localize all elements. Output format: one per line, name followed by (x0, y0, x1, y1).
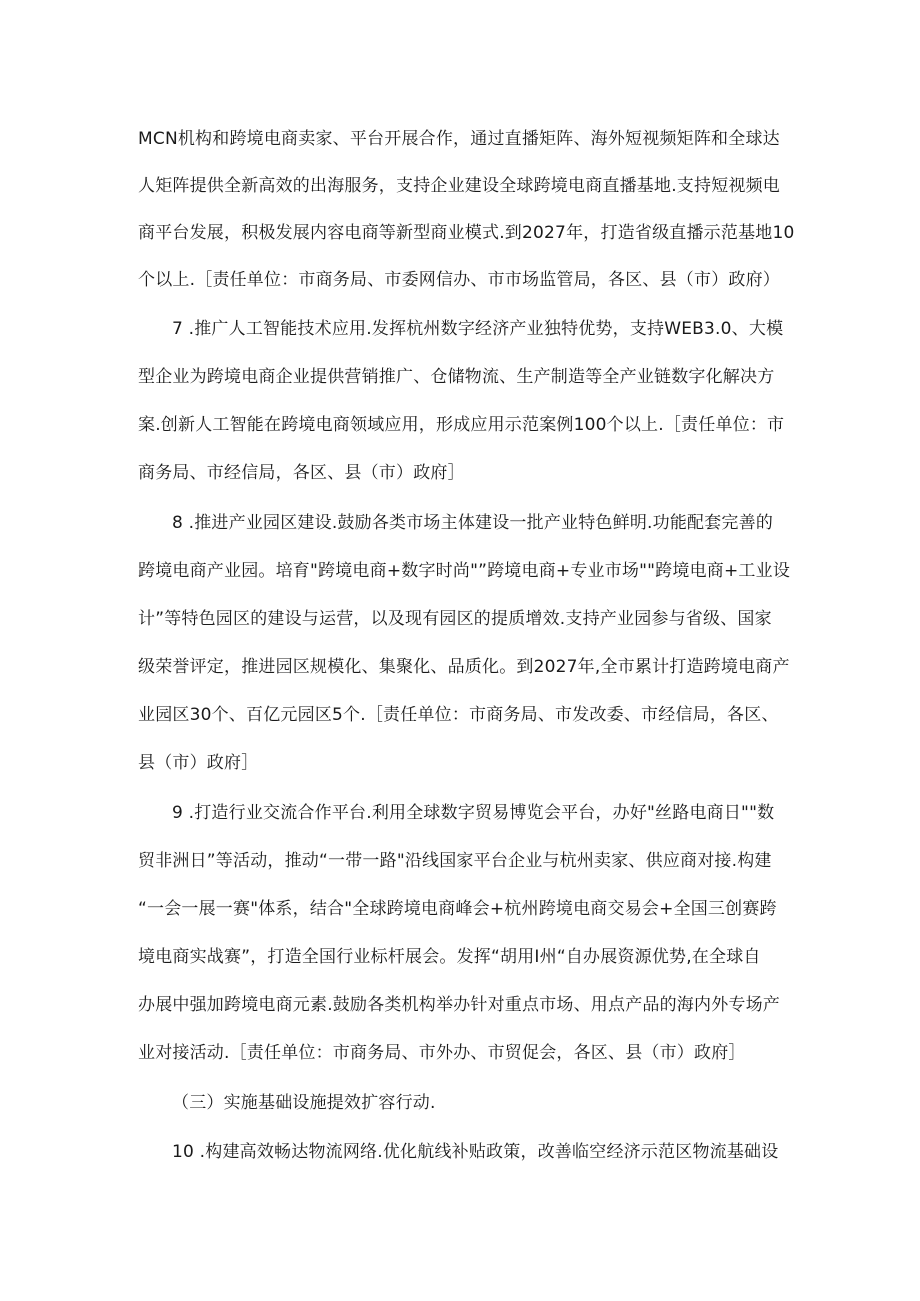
paragraph-9-heading: 9 .打造行业交流合作平台.利用全球数字贸易博览会平台，办好"丝路电商日""数 (172, 803, 775, 823)
text-line: 个以上.［责任单位：市商务局、市委网信办、市市场监管局，各区、县（市）政府） (138, 270, 781, 290)
text-line: “一会一展一赛"体系，结合"全球跨境电商峰会+杭州跨境电商交易会+全国三创赛跨 (138, 899, 777, 919)
text-line: 跨境电商产业园。培育"跨境电商+数字时尚"”跨境电商+专业市场""跨境电商+工业设 (138, 561, 791, 581)
text-line: 计”等特色园区的建设与运营，以及现有园区的提质增效.支持产业园参与省级、国家 (138, 609, 772, 629)
text-line: 型企业为跨境电商企业提供营销推广、仓储物流、生产制造等全产业链数字化解决方 (138, 367, 775, 387)
text-line: 贸非洲日”等活动，推动“一带一路"沿线国家平台企业与杭州卖家、供应商对接.构建 (138, 851, 772, 871)
text-line: 境电商实战赛”，打造全国行业标杆展会。发挥“胡用I州“自办展资源优势,在全球自 (138, 947, 761, 967)
text-line: MCN机构和跨境电商卖家、平台开展合作，通过直播矩阵、海外短视频矩阵和全球达 (138, 129, 780, 149)
text-line: 商平台发展，积极发展内容电商等新型商业模式.到2027年，打造省级直播示范基地10 (138, 223, 795, 243)
text-line: 商务局、市经信局，各区、县（市）政府］ (138, 463, 465, 483)
text-line: 办展中强加跨境电商元素.鼓励各类机构举办针对重点市场、用点产品的海内外专场产 (138, 995, 781, 1015)
text-line: 人矩阵提供全新高效的出海服务，支持企业建设全球跨境电商直播基地.支持短视频电 (138, 176, 781, 196)
text-line: 案.创新人工智能在跨境电商领域应用，形成应用示范案例100个以上.［责任单位：市 (138, 415, 785, 435)
paragraph-10-heading: 10 .构建高效畅达物流网络.优化航线补贴政策，改善临空经济示范区物流基础设 (172, 1142, 779, 1162)
text-line: 级荣誉评定，推进园区规模化、集聚化、品质化。到2027年,全市累计打造跨境电商产 (138, 657, 790, 677)
paragraph-7-heading: 7 .推广人工智能技术应用.发挥杭州数字经济产业独特优势，支持WEB3.0、大模 (172, 319, 784, 339)
text-line: 业对接活动.［责任单位：市商务局、市外办、市贸促会，各区、县（市）政府］ (138, 1043, 746, 1063)
text-line: 县（市）政府］ (138, 753, 259, 773)
section-heading: （三）实施基础设施提效扩容行动. (172, 1093, 436, 1113)
text-line: 业园区30个、百亿元园区5个.［责任单位：市商务局、市发改委、市经信局，各区、 (138, 705, 779, 725)
paragraph-8-heading: 8 .推进产业园区建设.鼓励各类市场主体建设一批产业特色鲜明.功能配套完善的 (172, 513, 774, 533)
